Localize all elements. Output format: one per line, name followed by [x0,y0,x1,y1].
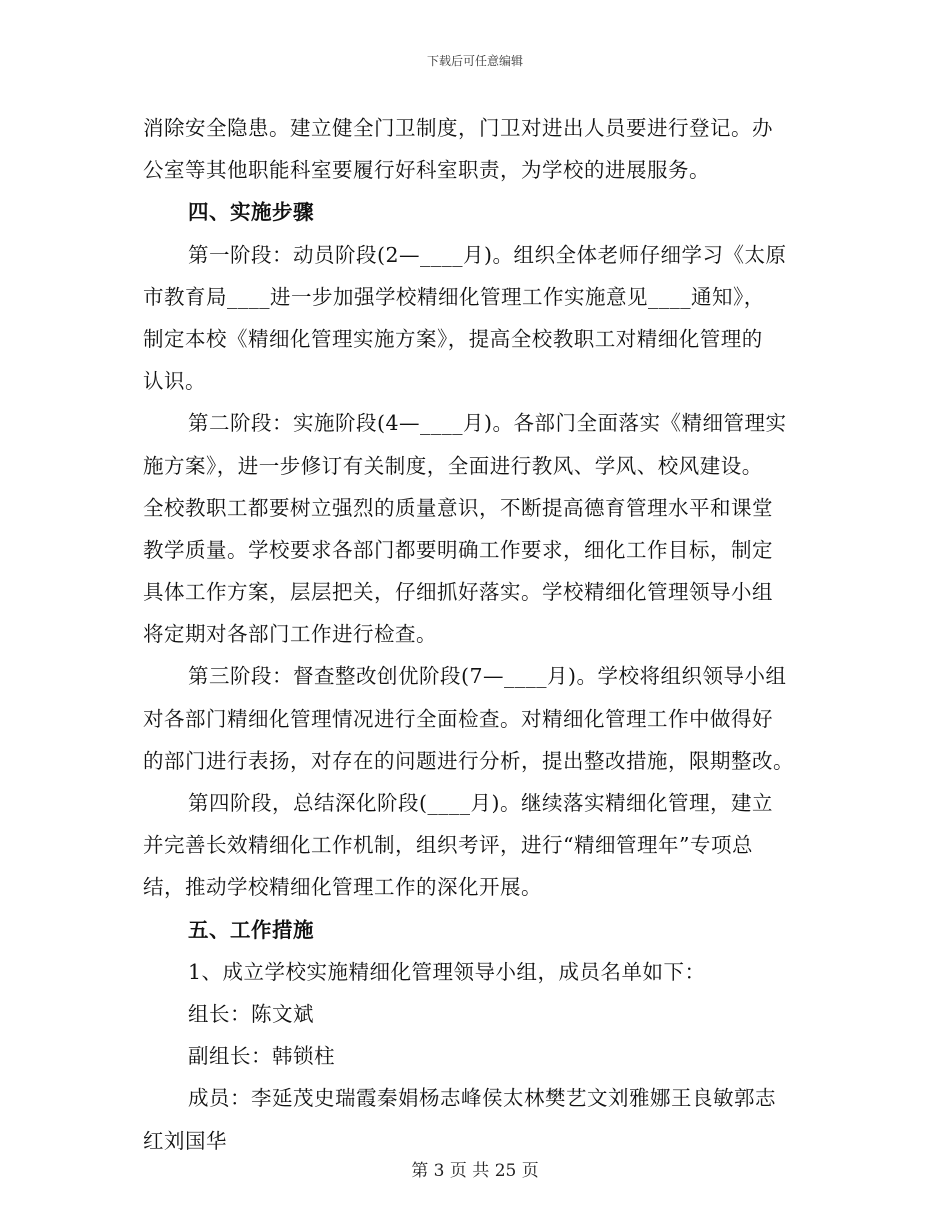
section-heading: 四、实施步骤 [188,200,314,225]
body-line: 成员：李延茂史瑞霞秦娟杨志峰侯太林樊艺文刘雅娜王良敏郭志 [188,1086,776,1111]
body-line: 市教育局____进一步加强学校精细化管理工作实施意见____通知》， [143,284,765,309]
body-line: 的部门进行表扬，对存在的问题进行分析，提出整改措施，限期整改。 [143,748,794,773]
body-line: 公室等其他职能科室要履行好科室职责，为学校的进展服务。 [143,158,710,183]
body-line: 制定本校《精细化管理实施方案》，提高全校教职工对精细化管理的 [143,326,763,351]
body-line: 红刘国华 [143,1128,227,1153]
body-line: 第一阶段：动员阶段(2—____月)。组织全体老师仔细学习《太原 [188,242,787,267]
body-line: 第三阶段：督查整改创优阶段(7—____月)。学校将组织领导小组 [188,664,787,689]
page-footer: 第 3 页 共 25 页 [411,1161,539,1181]
body-line: 全校教职工都要树立强烈的质量意识，不断提高德育管理水平和课堂 [143,495,773,520]
body-line: 将定期对各部门工作进行检查。 [143,622,437,647]
page-header: 下载后可任意编辑 [426,54,523,68]
body-line: 消除安全隐患。建立健全门卫制度，门卫对进出人员要进行登记。办 [143,116,773,140]
body-line: 结，推动学校精细化管理工作的深化开展。 [143,875,542,900]
body-line: 第二阶段：实施阶段(4—____月)。各部门全面落实《精细管理实 [188,411,787,436]
body-line: 并完善长效精细化工作机制，组织考评，进行“精细管理年”专项总 [143,833,753,858]
body-line: 1、成立学校实施精细化管理领导小组，成员名单如下： [188,959,706,984]
body-line: 第四阶段，总结深化阶段(____月)。继续落实精细化管理，建立 [188,791,773,815]
section-heading: 五、工作措施 [188,917,314,942]
body-line: 对各部门精细化管理情况进行全面检查。对精细化管理工作中做得好 [143,706,773,731]
body-line: 认识。 [143,369,206,394]
body-line: 教学质量。学校要求各部门都要明确工作要求，细化工作目标，制定 [143,537,773,562]
body-line: 组长：陈文斌 [188,1001,314,1026]
body-line: 具体工作方案，层层把关，仔细抓好落实。学校精细化管理领导小组 [143,580,773,605]
document-body [143,107,811,1162]
body-line: 施方案》，进一步修订有关制度，全面进行教风、学风、校风建设。 [143,453,763,478]
body-line: 副组长：韩锁柱 [188,1044,335,1069]
